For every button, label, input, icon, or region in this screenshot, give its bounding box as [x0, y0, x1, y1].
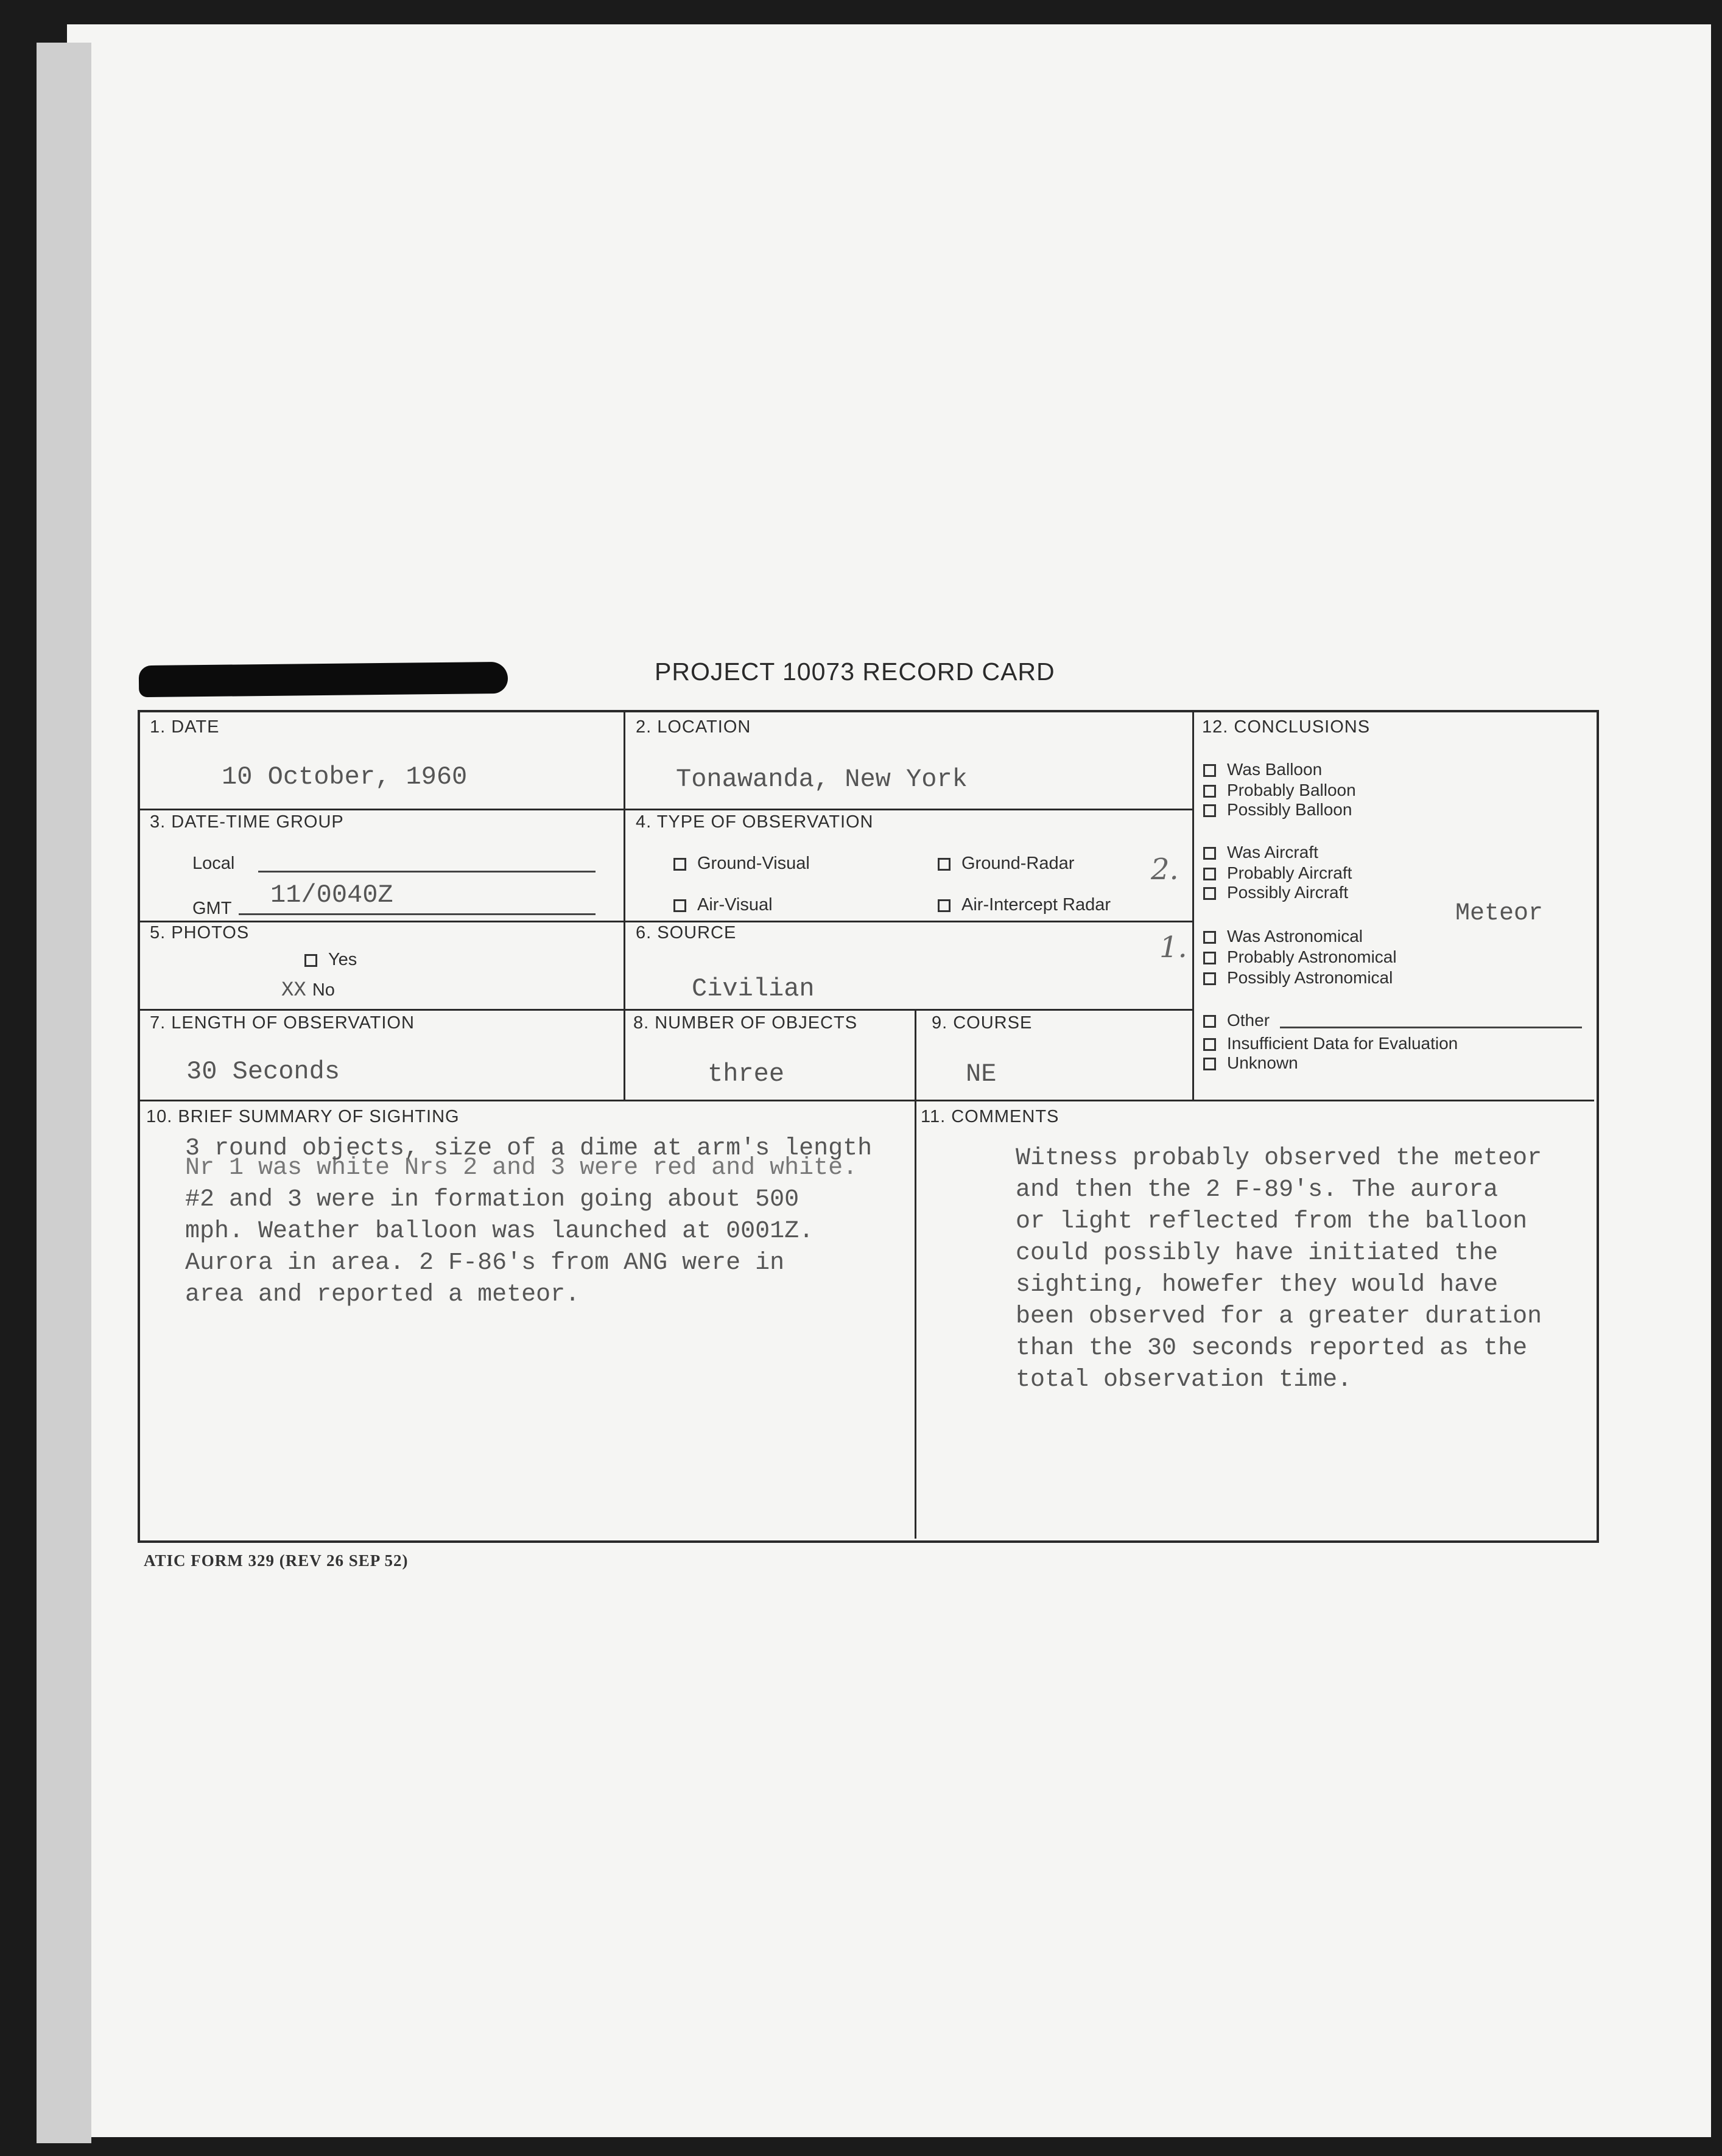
- other-field-line: [1280, 1027, 1582, 1028]
- checkbox-icon: [1203, 764, 1216, 777]
- option-ground-visual: Ground-Visual: [673, 854, 810, 874]
- divider: [915, 1009, 916, 1539]
- checkbox-icon: [673, 899, 686, 912]
- comment-line: could possibly have initiated the: [1016, 1240, 1499, 1267]
- conclusions-label: 12. CONCLUSIONS: [1202, 717, 1371, 737]
- checkbox-icon: [673, 858, 686, 871]
- length-value: 30 Seconds: [186, 1057, 340, 1086]
- comment-line: or light reflected from the balloon: [1016, 1208, 1528, 1235]
- conclusion-option: Was Astronomical: [1203, 927, 1363, 946]
- course-label: 9. COURSE: [932, 1013, 1033, 1033]
- divider: [139, 921, 1192, 922]
- comment-line: total observation time.: [1016, 1366, 1352, 1394]
- summary-label: 10. BRIEF SUMMARY OF SIGHTING: [146, 1107, 460, 1126]
- page-shadow: [37, 43, 91, 2143]
- conclusion-option: Probably Astronomical: [1203, 947, 1397, 967]
- checkbox-icon: [1203, 847, 1216, 860]
- divider: [1192, 711, 1194, 1101]
- photos-yes: Yes: [304, 950, 357, 970]
- comment-line: than the 30 seconds reported as the: [1016, 1335, 1528, 1362]
- divider: [139, 809, 1192, 810]
- divider: [139, 1009, 1192, 1011]
- checkbox-icon: [1203, 785, 1216, 798]
- card-title: PROJECT 10073 RECORD CARD: [655, 658, 1055, 686]
- conclusion-option: Was Aircraft: [1203, 843, 1318, 862]
- conclusion-option: Insufficient Data for Evaluation: [1203, 1034, 1458, 1053]
- num-objects-value: three: [708, 1059, 785, 1089]
- summary-line-2: #2 and 3 were in formation going about 500: [185, 1186, 800, 1213]
- checkbox-icon: [938, 899, 951, 912]
- checkbox-icon: [1203, 952, 1216, 964]
- checkbox-icon: [938, 858, 951, 871]
- checkbox-icon: [1203, 887, 1216, 900]
- location-value: Tonawanda, New York: [676, 765, 968, 794]
- comment-line: been observed for a greater duration: [1016, 1303, 1542, 1330]
- checkbox-icon: [1203, 972, 1216, 985]
- conclusion-option: Probably Balloon: [1203, 781, 1356, 800]
- summary-line-5: area and reported a meteor.: [185, 1281, 580, 1308]
- comment-line: Witness probably observed the meteor: [1016, 1145, 1542, 1172]
- local-field-line: [258, 871, 596, 873]
- divider: [139, 1100, 1594, 1101]
- summary-overstrike: Nr 1 was white Nrs 2 and 3 were red and white.: [185, 1154, 858, 1182]
- conclusion-option: Unknown: [1203, 1053, 1298, 1073]
- source-value: Civilian: [692, 974, 815, 1003]
- checkbox-icon: [1203, 1015, 1216, 1028]
- redaction-mark: [139, 662, 508, 697]
- checkbox-icon: [304, 954, 317, 967]
- length-label: 7. LENGTH OF OBSERVATION: [150, 1013, 415, 1033]
- conclusion-option: Possibly Aircraft: [1203, 883, 1348, 902]
- checkbox-icon: [1203, 1038, 1216, 1051]
- comment-line: and then the 2 F-89's. The aurora: [1016, 1176, 1499, 1204]
- form-number: ATIC FORM 329 (REV 26 SEP 52): [144, 1551, 409, 1570]
- option-air-visual: Air-Visual: [673, 895, 773, 915]
- gmt-field-line: [239, 913, 596, 915]
- option-ground-radar: Ground-Radar: [938, 854, 1074, 874]
- meteor-annotation: Meteor: [1455, 900, 1544, 927]
- gmt-label: GMT: [192, 899, 232, 918]
- conclusion-option: Other: [1203, 1011, 1270, 1030]
- conclusion-option: Was Balloon: [1203, 760, 1322, 779]
- date-value: 10 October, 1960: [222, 762, 468, 792]
- no-mark: XX: [281, 979, 306, 1002]
- conclusion-option: Possibly Balloon: [1203, 800, 1352, 820]
- summary-line-4: Aurora in area. 2 F-86's from ANG were in: [185, 1249, 785, 1277]
- photos-no: XX No: [281, 979, 335, 1002]
- checkbox-icon: [1203, 1058, 1216, 1070]
- dtg-label: 3. DATE-TIME GROUP: [150, 812, 344, 832]
- summary-line-3: mph. Weather balloon was launched at 0001Z.: [185, 1218, 814, 1245]
- comment-line: sighting, howefer they would have: [1016, 1271, 1499, 1299]
- date-label: 1. DATE: [150, 717, 220, 737]
- option-air-intercept-radar: Air-Intercept Radar: [938, 895, 1111, 915]
- location-label: 2. LOCATION: [636, 717, 751, 737]
- comments-label: 11. COMMENTS: [921, 1107, 1060, 1126]
- handwritten-2: 2.: [1151, 852, 1179, 887]
- source-label: 6. SOURCE: [636, 923, 737, 943]
- checkbox-icon: [1203, 931, 1216, 944]
- handwritten-1: 1.: [1159, 930, 1187, 964]
- obs-type-label: 4. TYPE OF OBSERVATION: [636, 812, 874, 832]
- photos-label: 5. PHOTOS: [150, 923, 250, 943]
- summary-line-1: 3 round objects, size of a dime at arm's length: [185, 1135, 873, 1162]
- local-label: Local: [192, 854, 235, 873]
- divider: [624, 711, 625, 1101]
- checkbox-icon: [1203, 804, 1216, 817]
- course-value: NE: [966, 1059, 997, 1089]
- gmt-value: 11/0040Z: [270, 880, 393, 910]
- checkbox-icon: [1203, 868, 1216, 880]
- conclusion-option: Probably Aircraft: [1203, 863, 1352, 883]
- num-objects-label: 8. NUMBER OF OBJECTS: [633, 1013, 858, 1033]
- conclusion-option: Possibly Astronomical: [1203, 968, 1393, 988]
